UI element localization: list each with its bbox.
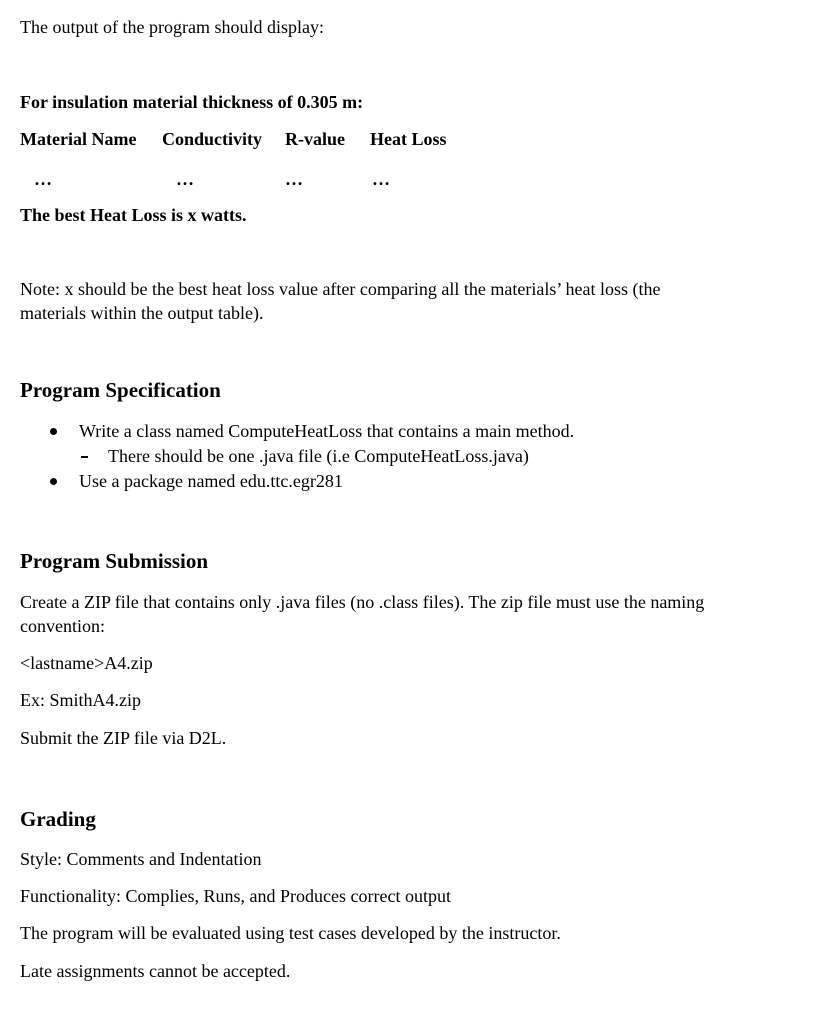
note-line-2: materials within the output table). xyxy=(20,303,264,323)
best-heat-loss-line: The best Heat Loss is x watts. xyxy=(20,205,247,225)
spec-bullet-1: Write a class named ComputeHeatLoss that contains a main method. xyxy=(79,421,575,441)
submission-example: Ex: SmithA4.zip xyxy=(20,690,141,710)
submission-line-1: Create a ZIP file that contains only .java files (no .class files). The zip file must use the naming xyxy=(20,592,705,612)
thickness-line: For insulation material thickness of 0.305 m: xyxy=(20,92,364,112)
intro-text: The output of the program should display: xyxy=(20,17,324,37)
grading-evaluation: The program will be evaluated using test cases developed by the instructor. xyxy=(20,923,561,943)
header-conductivity: Conductivity xyxy=(162,129,263,149)
header-r-value: R-value xyxy=(285,129,345,149)
bullet-icon xyxy=(50,478,57,485)
grading-style: Style: Comments and Indentation xyxy=(20,849,262,869)
ellipsis-heat-loss: … xyxy=(372,169,390,189)
spec-sub-item-1: There should be one .java file (i.e ComputeHeatLoss.java) xyxy=(108,446,529,466)
bullet-icon xyxy=(50,428,57,435)
grading-heading: Grading xyxy=(20,807,96,831)
spec-bullet-2: Use a package named edu.ttc.egr281 xyxy=(79,471,343,491)
note-line-1: Note: x should be the best heat loss value after comparing all the materials’ heat loss (the xyxy=(20,279,661,299)
ellipsis-r-value: … xyxy=(285,169,303,189)
submission-heading: Program Submission xyxy=(20,549,209,573)
submission-instruction: Submit the ZIP file via D2L. xyxy=(20,728,227,748)
header-heat-loss: Heat Loss xyxy=(370,129,447,149)
submission-pattern: <lastname>A4.zip xyxy=(20,653,153,673)
grading-late-policy: Late assignments cannot be accepted. xyxy=(20,961,291,981)
header-material-name: Material Name xyxy=(20,129,137,149)
ellipsis-material-name: … xyxy=(34,169,52,189)
dash-icon xyxy=(81,456,88,458)
submission-line-2: convention: xyxy=(20,616,105,636)
spec-heading: Program Specification xyxy=(20,378,221,402)
ellipsis-conductivity: … xyxy=(176,169,194,189)
grading-functionality: Functionality: Complies, Runs, and Produces correct output xyxy=(20,886,451,906)
